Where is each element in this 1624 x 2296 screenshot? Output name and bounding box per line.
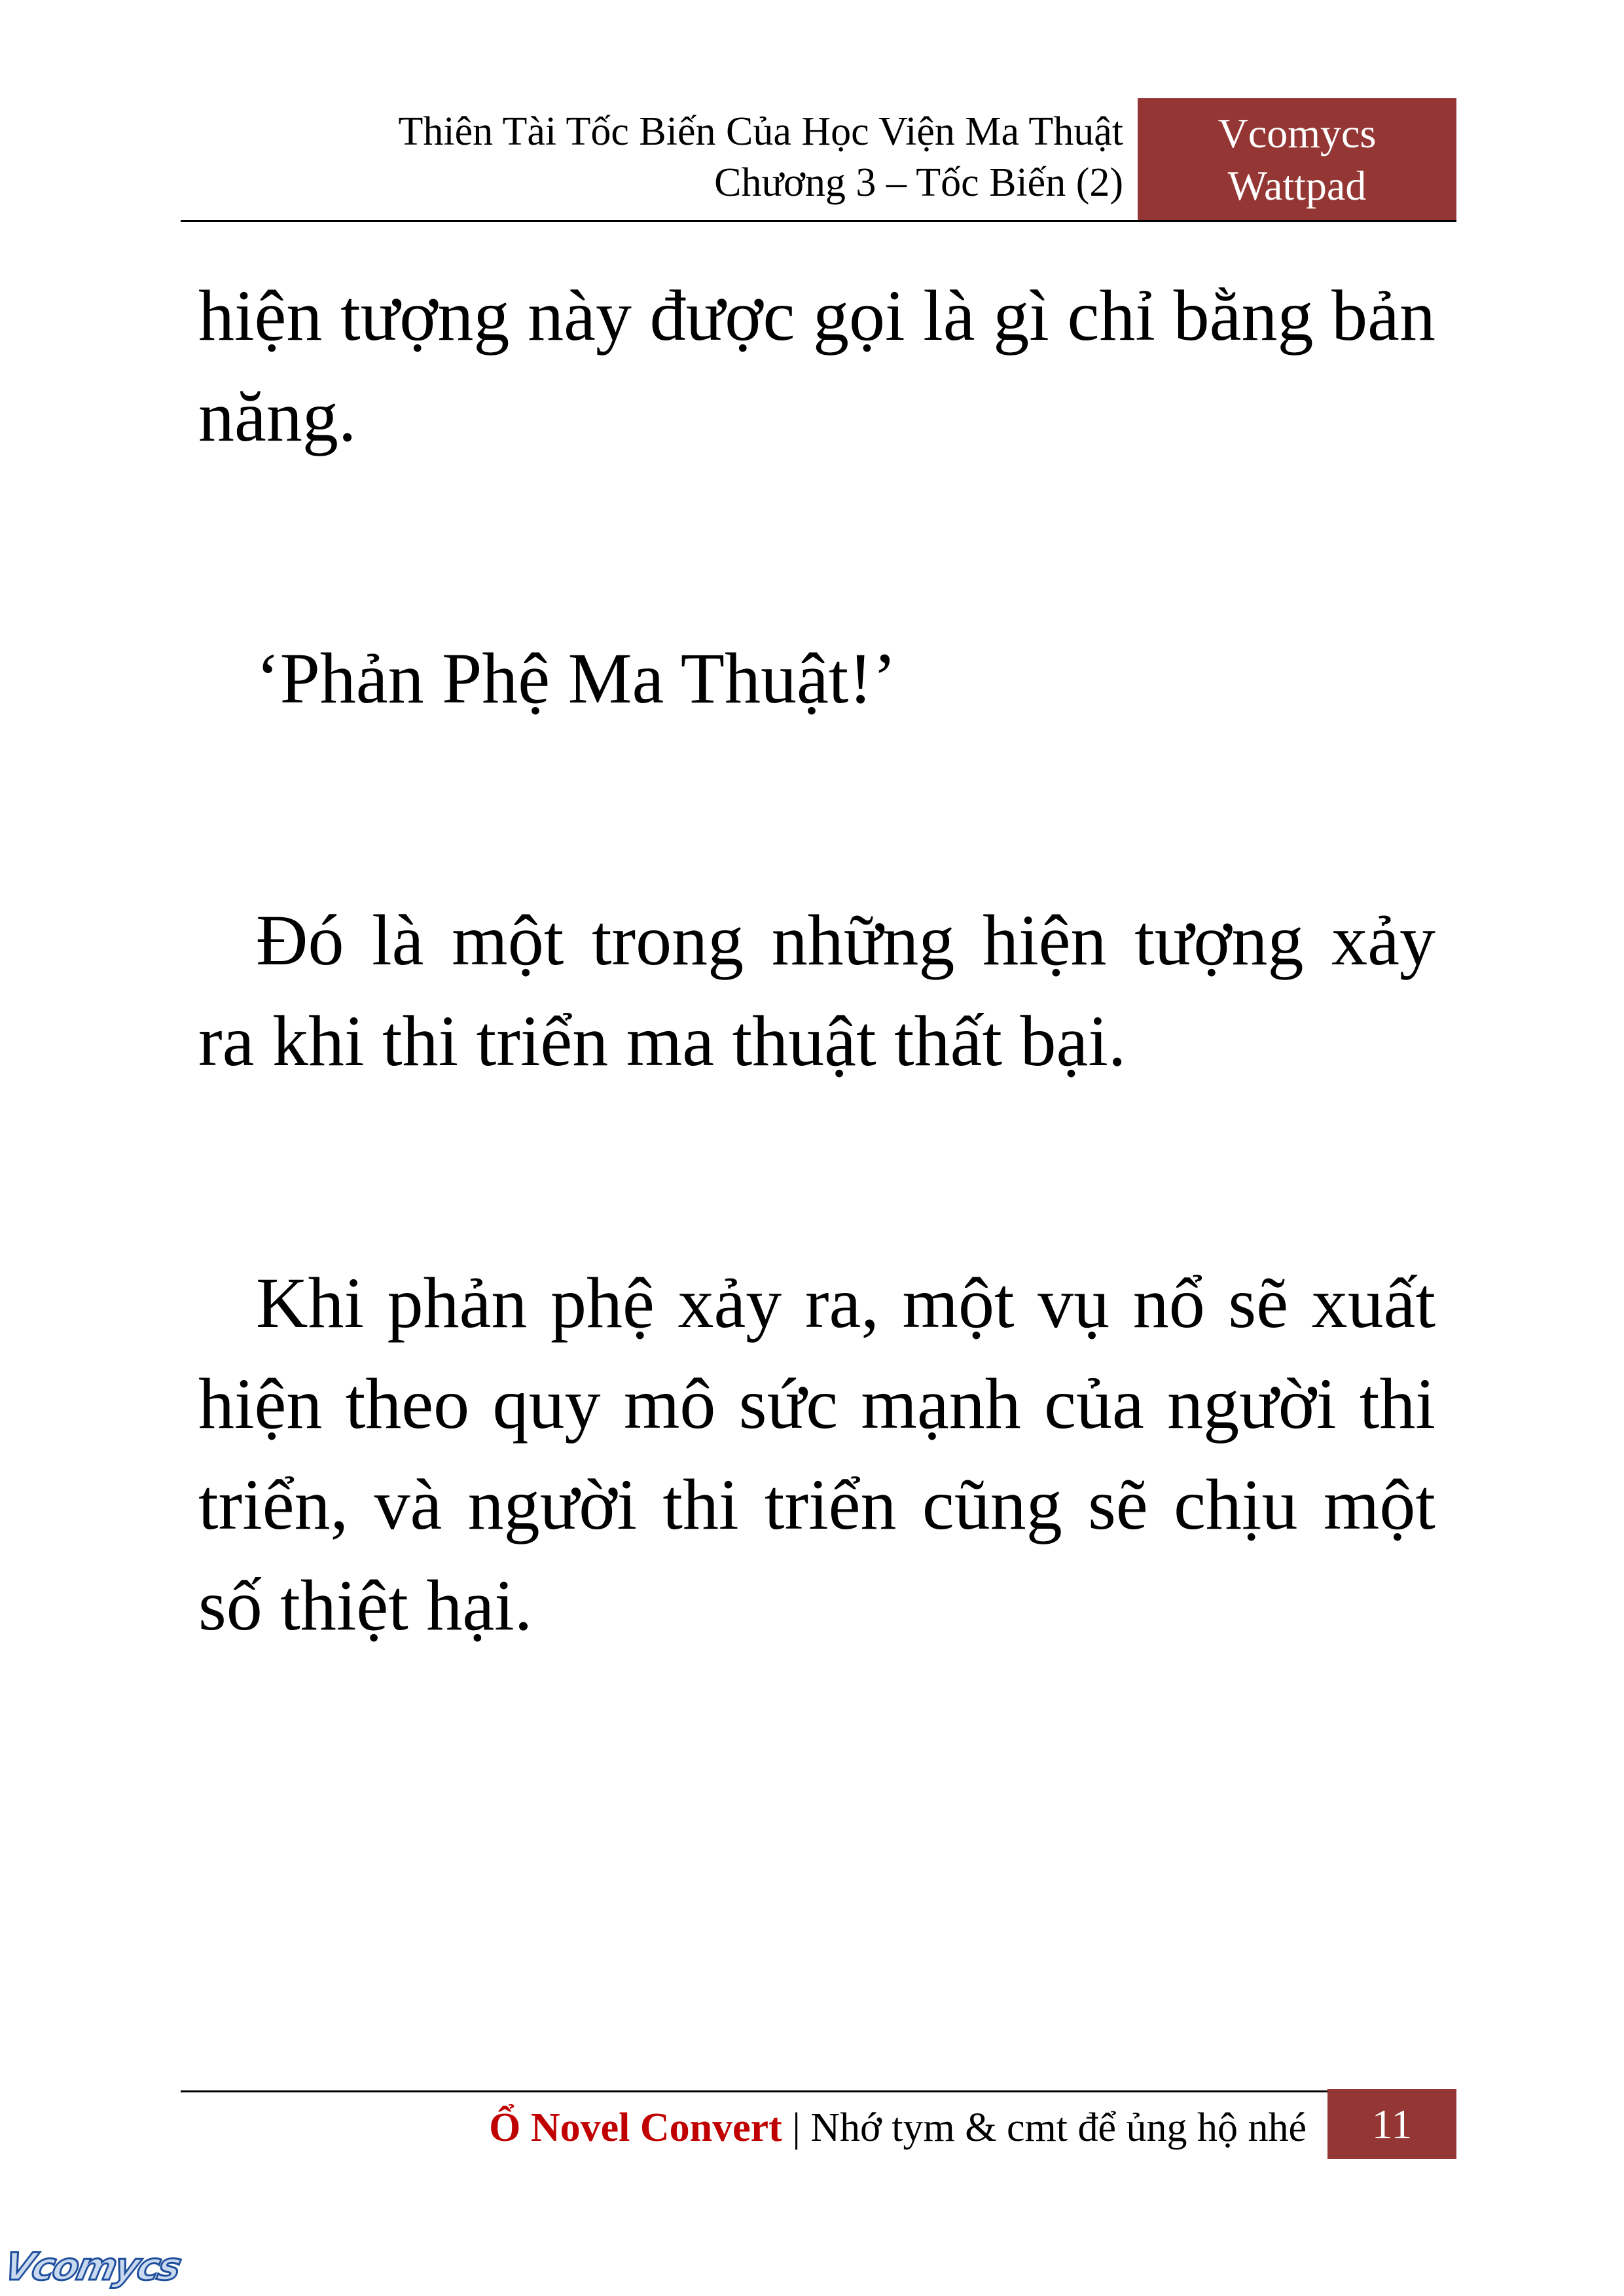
- page-body: [198, 265, 1435, 1817]
- source-line-1: Vcomycs: [1218, 110, 1377, 156]
- chapter-title: Chương 3 – Tốc Biến (2): [714, 160, 1123, 205]
- footer-divider: [181, 2090, 1327, 2092]
- source-line-2: Wattpad: [1227, 162, 1367, 209]
- book-title: Thiên Tài Tốc Biến Của Học Viện Ma Thuật: [398, 109, 1123, 154]
- paragraph: ‘Phản Phệ Ma Thuật!’: [256, 638, 897, 718]
- paragraph: Đó là một trong những hiện tượng xảy ra khi thi triển ma thuật thất bại.: [198, 900, 1435, 1081]
- footer-message: Nhớ tym & cmt để ủng hộ nhé: [810, 2105, 1307, 2150]
- page-number: 11: [1327, 2089, 1456, 2159]
- footer-line: [181, 2095, 1307, 2160]
- running-header: [181, 106, 1123, 208]
- watermark-logo: Vcomycs: [0, 2244, 184, 2289]
- source-badge: [1138, 98, 1456, 222]
- paragraph: Khi phản phệ xảy ra, một vụ nổ sẽ xuất hiện theo quy mô sức mạnh của người thi triển, và người thi triển cũng sẽ chịu một số thiệt hại.: [198, 1263, 1435, 1645]
- header-divider: [181, 220, 1456, 222]
- footer-separator: |: [782, 2105, 811, 2150]
- paragraph: hiện tượng này được gọi là gì chỉ bằng bản năng.: [198, 276, 1435, 456]
- footer-brand: Ổ Novel Convert: [489, 2105, 782, 2150]
